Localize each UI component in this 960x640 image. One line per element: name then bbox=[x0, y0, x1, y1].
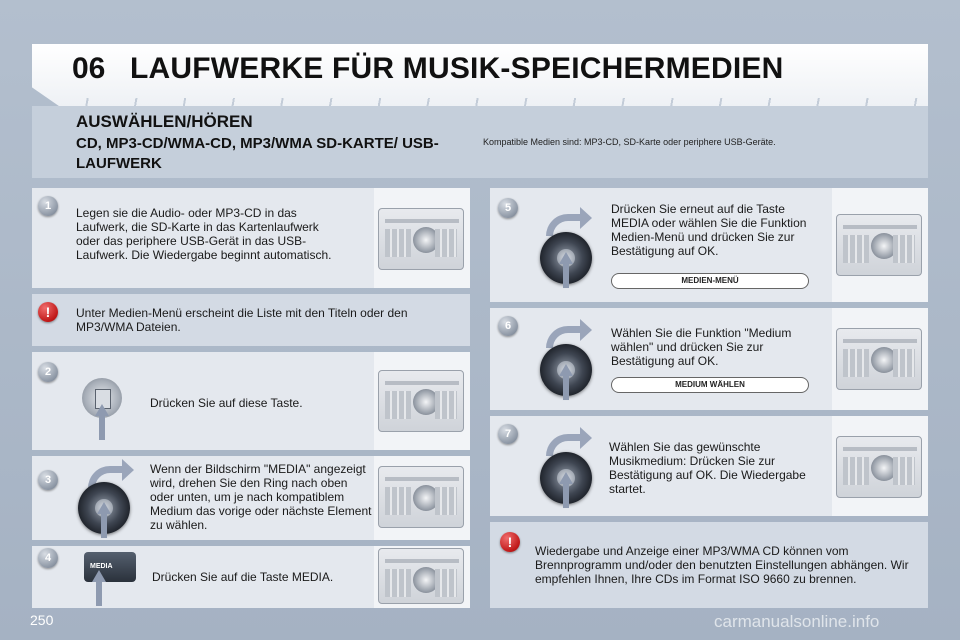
step-5-badge: 5 bbox=[498, 198, 518, 218]
radio-unit-icon bbox=[378, 208, 464, 270]
page-number: 250 bbox=[30, 612, 54, 628]
step-5-text: Drücken Sie erneut auf die Taste MEDIA oder wählen Sie die Funktion Medien-Menü und drücken Sie zur Bestätigung auf OK. bbox=[611, 202, 807, 258]
section-title: AUSWÄHLEN/HÖREN bbox=[76, 112, 253, 131]
radio-unit-icon bbox=[836, 214, 922, 276]
step-7-badge: 7 bbox=[498, 424, 518, 444]
step-2-text: Drücken Sie auf diese Taste. bbox=[150, 396, 303, 410]
step-4-badge: 4 bbox=[38, 548, 58, 568]
warning-1-icon: ! bbox=[38, 302, 58, 322]
warning-2-text: Wiedergabe und Anzeige einer MP3/WMA CD können vom Brennprogramm und/oder den benutzten Einstellungen abhängen. Wir empfehlen Ihnen, Ihre CDs im Format ISO 9660 zu brennen. bbox=[535, 544, 909, 586]
medium-waehlen-label: MEDIUM WÄHLEN bbox=[611, 377, 809, 393]
media-button-icon: MEDIA bbox=[84, 552, 136, 582]
warning-2-icon: ! bbox=[500, 532, 520, 552]
step-4-text: Drücken Sie auf die Taste MEDIA. bbox=[152, 570, 334, 584]
banner-decoration bbox=[40, 98, 920, 106]
step-6-badge: 6 bbox=[498, 316, 518, 336]
arrow-up-icon bbox=[559, 364, 573, 400]
step-3-badge: 3 bbox=[38, 470, 58, 490]
step-6-text: Wählen Sie die Funktion "Medium wählen" und drücken Sie zur Bestätigung auf OK. bbox=[611, 326, 792, 368]
chapter-number: 06 bbox=[72, 52, 106, 85]
arrow-up-icon bbox=[95, 404, 109, 440]
radio-unit-icon bbox=[836, 436, 922, 498]
radio-unit-icon bbox=[836, 328, 922, 390]
compatibility-note: Kompatible Medien sind: MP3-CD, SD-Karte oder periphere USB-Geräte. bbox=[483, 137, 776, 147]
step-1-text: Legen sie die Audio- oder MP3-CD in das Laufwerk, die SD-Karte in das Kartenlaufwerk oder das periphere USB-Gerät in das USB-Laufwerk. Die Wiedergabe beginnt automatisch. bbox=[76, 206, 332, 262]
step-1-badge: 1 bbox=[38, 196, 58, 216]
arrow-up-icon bbox=[92, 570, 106, 606]
radio-unit-icon bbox=[378, 548, 464, 604]
warning-1-text: Unter Medien-Menü erscheint die Liste mit den Titeln oder den MP3/WMA Dateien. bbox=[76, 306, 408, 334]
arrow-up-icon bbox=[559, 472, 573, 508]
step-3-text: Wenn der Bildschirm "MEDIA" angezeigt wird, drehen Sie den Ring nach oben oder unten, um je nach kompatiblem Medium das vorige oder nächste Element zu wählen. bbox=[150, 462, 372, 532]
watermark: carmanualsonline.info bbox=[714, 612, 880, 631]
step-7-text: Wählen Sie das gewünschte Musikmedium: Drücken Sie zur Bestätigung auf OK. Die Wiedergabe startet. bbox=[609, 440, 806, 496]
radio-unit-icon bbox=[378, 466, 464, 528]
page-title: LAUFWERKE FÜR MUSIK-SPEICHERMEDIEN bbox=[130, 52, 784, 85]
radio-unit-icon bbox=[378, 370, 464, 432]
section-subtitle: CD, MP3-CD/WMA-CD, MP3/WMA SD-KARTE/ USB-LAUFWERK bbox=[76, 135, 439, 172]
arrow-up-icon bbox=[559, 252, 573, 288]
medien-menu-label: MEDIEN-MENÜ bbox=[611, 273, 809, 289]
arrow-up-icon bbox=[97, 502, 111, 538]
step-2-badge: 2 bbox=[38, 362, 58, 382]
